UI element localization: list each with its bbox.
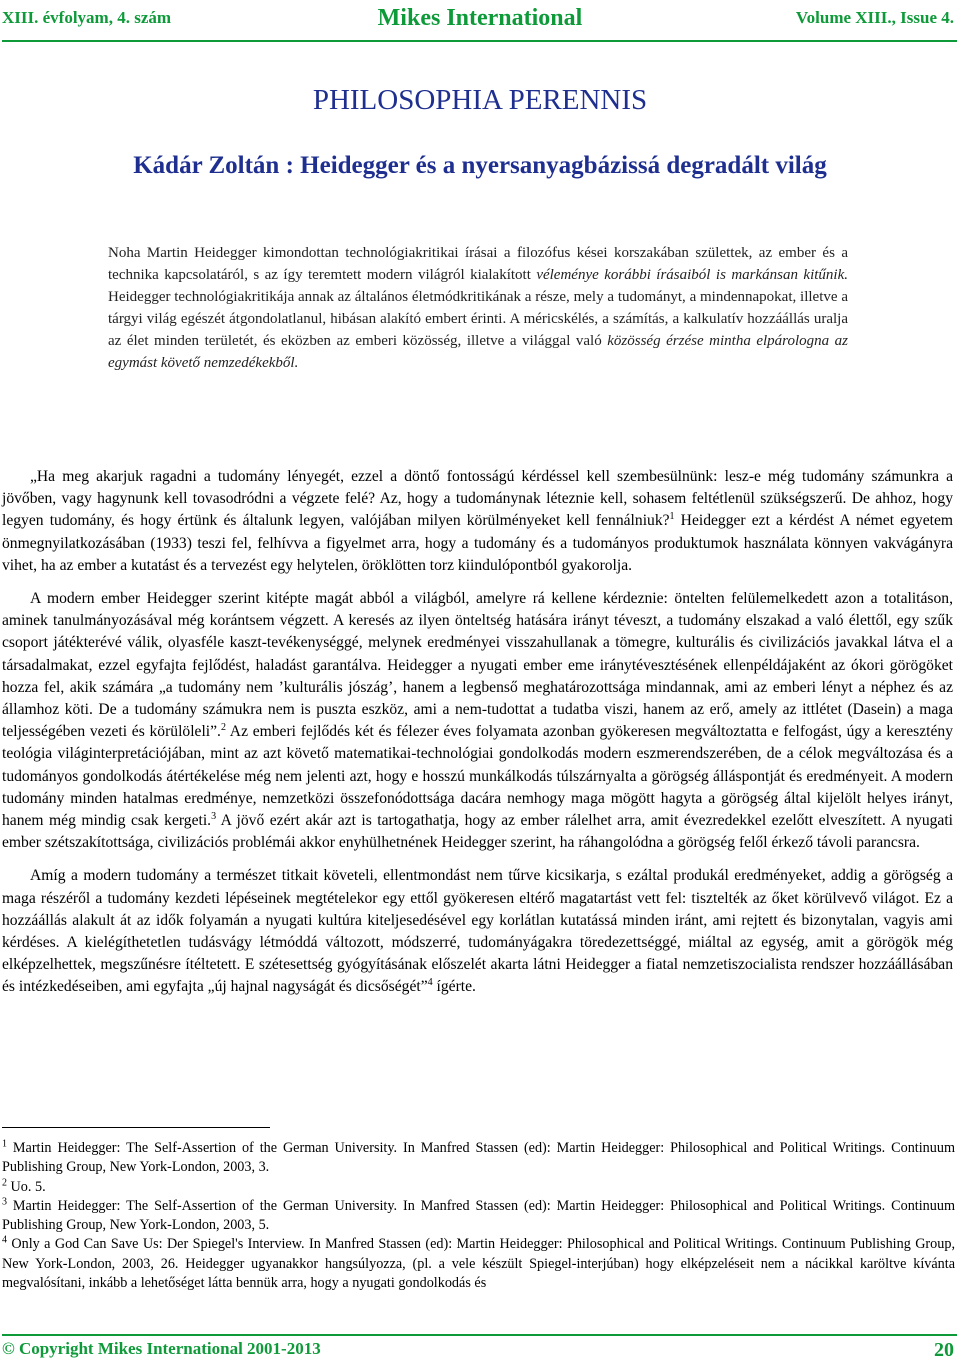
abstract-text-3: Heidegger technológiakritikája annak az általános életmódkritikának a része, mely a tudományt, a mindennapokat, illetve a tárgyi világ egészét átgondolatlanul, hibásan alakító embert érinti. A méricskélés, a számítás, a kalkulatív hozzáállás uralja az élet minden területét, és eközben az emberi közösség, illetve a világgal való: [108, 289, 848, 349]
footnote-1: [2, 1139, 955, 1178]
footnote-number: 2: [2, 1176, 7, 1188]
paragraph-3: [2, 865, 953, 998]
abstract-text-2: véleménye korábbi írásaiból is markánsan kitűnik.: [536, 267, 849, 283]
footnote-ref-4[interactable]: 4: [427, 977, 433, 989]
footnote-4: [2, 1235, 955, 1293]
paragraph-2-text-c: A jövő ezért akár azt is tartogathatja, hogy az ember rálelhet arra, amit évezredekkel ezelőtt elveszített. A nyugati ember szétszakítottsága, civilizációs problémái akkor enyhülhetnének Heidegger szerint, ha ráhangolódna a görögség felől érkező távoli parancsra.: [2, 812, 953, 852]
footnote-ref-1[interactable]: 1: [669, 511, 675, 523]
page-header: [0, 4, 960, 38]
page-number: 20: [934, 1339, 954, 1361]
footnote-text: Only a God Can Save Us: Der Spiegel's Interview. In Manfred Stassen (ed): Martin Heidegger: Philosophical and Political Writings. Continuum Publishing Group, New York-London, 2003, 26. Heidegger ugyanakkor hangsúlyozza, (pl. a vele készült Spiegel-interjúban) hogy elképzeléseit nem a nácikkal karöltve kívánta megvalósítani, inkább a lehetőséget látta bennük arra, hogy a nyugati gondolkodás és: [2, 1236, 955, 1292]
header-volume-hu: XIII. évfolyam, 4. szám: [2, 8, 172, 27]
copyright-notice: © Copyright Mikes International 2001-2013: [2, 1339, 321, 1358]
abstract-text-4: közösség érzése mintha elpárologna az egymást követő nemzedékekből.: [108, 333, 848, 371]
paragraph-2: [2, 588, 953, 854]
header-rule: [2, 40, 957, 42]
footnote-number: 4: [2, 1234, 7, 1246]
footnote-ref-2[interactable]: 2: [220, 722, 226, 734]
footnote-text: Martin Heidegger: The Self-Assertion of the German University. In Manfred Stassen (ed): Martin Heidegger: Philosophical and Political Writings. Continuum Publishing Group, New York-London, 2003, 3.: [2, 1140, 955, 1176]
article-title: Kádár Zoltán : Heidegger és a nyersanyagbázissá degradált világ: [133, 152, 827, 179]
footnote-ref-3[interactable]: 3: [211, 810, 217, 822]
header-volume-en: Volume XIII., Issue 4.: [795, 8, 954, 27]
page-footer: [0, 1339, 960, 1361]
footnote-3: [2, 1197, 955, 1236]
paragraph-2-text-a: A modern ember Heidegger szerint kitépte magát abból a világból, amelyre rá kellene kérdeznie: öntelten felülemelkedett azon a totalitáson, aminek tanulmányozásával még korántsem végzett. A keresés az ilyen önteltség hatására irányt téveszt, a tudomány elszakad a való élettől, egy szűk csoport játékterévé válik, olyasféle kaszt-tevékenységgé, melynek eredményei visszahullanak a tömegre, kulturális és civilizációs javakkal látva el a társadalmakat, ezzel egyfajta fejlődést, haladást garantálva. Heidegger a nyugati ember eme iránytévesztésének ellenpéldájaként az ókori görögöket hozza fel, akik számára „a tudomány nem ’kulturális jószág’, hanem a legbenső meghatározottsága mindannak, ami az emberi lényt a néphez és az államhoz köti. De a tudomány számukra nem is puszta eszköz, ami a nem-tudottat a tudatba viszi, hanem az erő, amely az ittlétet (Dasein) a maga teljességében vezeti és körülöleli”.: [2, 590, 953, 741]
paragraph-3-text-a: Amíg a modern tudomány a természet titkait követeli, ellentmondást nem tűrve kicsikarja, s ezáltal produkál eredményeket, addig a görögség a maga részéről a tudomány kezdeti lépéseinek megtételekor egy ettől gyökeresen eltérő magatartást vett fel: tisztelték az őket körülvevő világot. Ez a hozzáállás alakult át az idők folyamán a nyugati kultúra kiteljesedésével egy korlátlan kutatássá minden iránt, ami rejtett és bizonytalan, vagyis ami kérdéses. A kielégíthetetlen tudásvágy létmóddá változott, módszerré, tudományágakra töredezettséggé, miáltal az egység, amit a görögök még elképzelhettek, megszűnésre ítéltetett. E szétesettség gyógyításának előszelét akarta látni Heidegger a fiatal nemzetiszocialista rendszer hozzáállásában és intézkedéseiben, ami egyfajta „új hajnal nagyságát és dicsőségét”: [2, 867, 953, 996]
footnote-text: Uo. 5.: [7, 1178, 46, 1195]
footnote-separator: [2, 1127, 270, 1128]
footnote-number: 3: [2, 1196, 7, 1208]
abstract: [108, 242, 848, 374]
footnote-number: 1: [2, 1138, 7, 1150]
section-title: PHILOSOPHIA PERENNIS: [312, 84, 648, 116]
header-journal-title: Mikes International: [377, 5, 583, 31]
article-body: [2, 466, 953, 1010]
footer-rule: [2, 1334, 957, 1336]
footnote-text: Martin Heidegger: The Self-Assertion of the German University. In Manfred Stassen (ed): Martin Heidegger: Philosophical and Political Writings. Continuum Publishing Group, New York-London, 2003, 5.: [2, 1197, 955, 1234]
paragraph-1-text-b: Heidegger ezt a kérdést A német egyetem önmegnyilatkozásában (1933) teszi fel, felhívva a figyelmet arra, hogy a tudomány és a tudományos produktumok használata könnyen vakvágányra vihet, ha az ember a kutatást és a tervezést egy helytelen, öröklötten torz kiindulópontból gyakorolja.: [2, 512, 953, 574]
footnotes: [2, 1139, 955, 1293]
paragraph-1-text-a: „Ha meg akarjuk ragadni a tudomány lényegét, ezzel a döntő fontosságú kérdéssel kell szembesülnünk: lesz-e még tudomány számunkra a jövőben, vagy hagynunk kell tovasodródni a végzete felé? Az, hogy a tudománynak léteznie kell, sohasem feltétlenül szükségszerű. De ahhoz, hogy legyen tudomány, és hogy értünk és általunk legyen, valójában milyen körülményeket kell fennálniuk?: [2, 468, 953, 530]
paragraph-1: [2, 466, 953, 577]
footnote-2: [2, 1178, 955, 1197]
abstract-text-1: Noha Martin Heidegger kimondottan technológiakritikai írásai a filozófus kései korszakában születtek, az ember és a technika kapcsolatáról, s az így teremtett modern világról kialakított: [108, 245, 848, 283]
paragraph-3-text-b: ígérte.: [432, 978, 476, 996]
paragraph-2-text-b: Az emberi fejlődés két és félezer éves folyamata azonban gyökeresen megváltoztatta e felfogást, úgy a keresztény teológia világinterpretációjában, mint az azt követő matematikai-technológiai gondolkodás modern eszmerendszerében, de a célok megváltozása és a tudományos gondolkodás átértékelése még nem jelenti azt, hogy e hosszú munkálkodás túlszárnyalta a görögség álláspontját és eredményeit. A modern tudomány minden hatalmas eredménye, nemzetközi összefonódottsága dacára nemhogy maga mögött hagyta a görögség által kijelölt helyes irányt, hanem még mindig csak kergeti.: [2, 723, 953, 830]
